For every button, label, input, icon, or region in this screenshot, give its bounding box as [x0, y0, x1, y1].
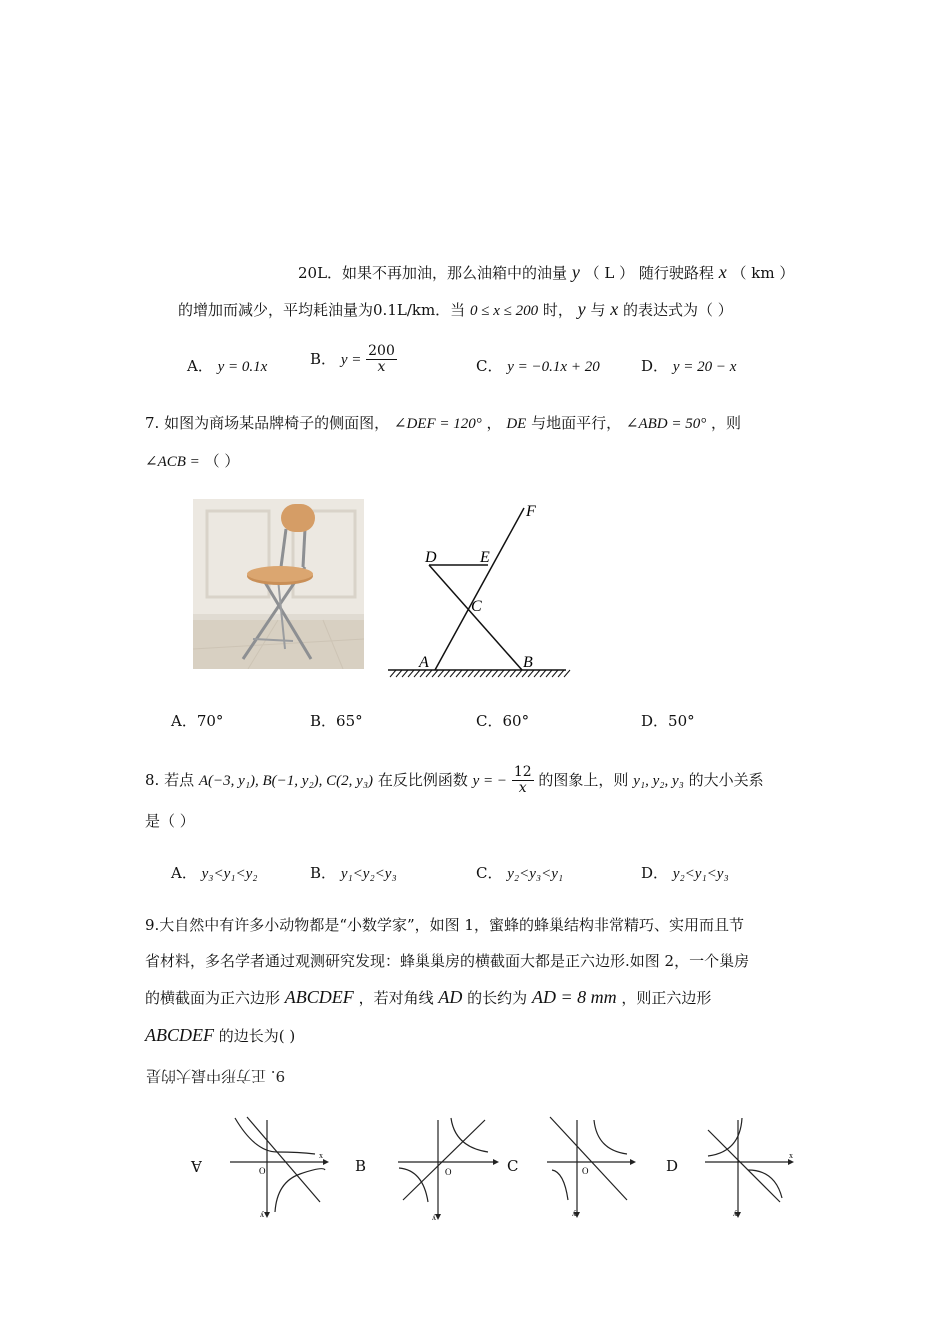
option-label: C． [476, 357, 503, 375]
segment-af [435, 508, 524, 670]
q6-text: 与 [590, 301, 606, 319]
axis-x-label: x [319, 1151, 323, 1160]
axis-y-label: y [572, 1210, 576, 1219]
graph-d [700, 1112, 800, 1222]
q8-function-lhs: y = − [472, 772, 508, 789]
q7-angle-def: ∠DEF = 120° [393, 416, 482, 432]
option-label: A． [171, 864, 197, 882]
graph-a [225, 1112, 330, 1222]
hatch-mark [516, 670, 522, 677]
option-text: y₂<y₃<y₁ [507, 866, 564, 882]
hatch-mark [390, 670, 396, 677]
q7-angle-abd: ∠ABD = 50° [625, 416, 707, 432]
hatch-mark [396, 670, 402, 677]
q6-text: 20L．如果不再加油，那么油箱中的油量 [298, 264, 568, 282]
q8-text: 的图象上，则 [538, 770, 629, 789]
option-label: C． [476, 864, 503, 882]
q8-option-b [310, 862, 397, 883]
label-d: D [425, 549, 437, 566]
q9-ad-length: AD = 8 mm [531, 987, 617, 1007]
option-label: B． [310, 349, 337, 368]
q7-option-d: D．50° [641, 712, 695, 730]
q8-line-1 [145, 765, 764, 797]
hatch-mark [456, 670, 462, 677]
q8-text: 在反比例函数 [377, 770, 468, 789]
hatch-mark [426, 670, 432, 677]
graph-c [542, 1112, 642, 1222]
fraction-numerator: 12 [513, 764, 532, 780]
origin-label: O [582, 1166, 589, 1176]
hatch-mark [564, 670, 570, 677]
q8-vars: y₁, y₂, y₃ [633, 772, 684, 789]
fraction [366, 344, 397, 376]
q7-segment-de: DE [506, 416, 527, 432]
q7-geometry-figure [380, 498, 580, 683]
q9-text: ，则正六边形 [621, 989, 712, 1007]
q6-text: 时， [542, 301, 573, 319]
q7-text: 与地面平行， [531, 414, 622, 432]
q9-line-4 [145, 1025, 295, 1046]
graph-option-d-label: D [666, 1157, 679, 1175]
fraction-numerator: 200 [368, 343, 395, 359]
q6-range: 0 ≤ x ≤ 200 [469, 303, 539, 319]
chair-photo [193, 499, 364, 669]
q7-line-1 [145, 412, 741, 433]
q9-line-2: 省材料，多名学者通过观测研究发现：蜂巢巢房的横截面大都是正六边形.如图 2，一个巢房 [145, 952, 750, 970]
q6-unit-l: （ L ） [584, 264, 635, 282]
q7-text: （ ） [204, 452, 240, 470]
hatch-mark [504, 670, 510, 677]
option-text: y₂<y₁<y₃ [672, 866, 729, 882]
hatch-mark [432, 670, 438, 677]
hatch-mark [474, 670, 480, 677]
chair-photo-drawing [193, 499, 364, 669]
option-text: y = 0.1x [217, 359, 268, 375]
hatch-mark [480, 670, 486, 677]
hatch-mark [420, 670, 426, 677]
hatch-mark [510, 670, 516, 677]
graph-option-c-label: C [507, 1157, 519, 1175]
q7-option-a: A．70° [171, 712, 224, 730]
q8-line-2: 是（ ） [145, 812, 195, 830]
q7-text: ， [486, 414, 502, 432]
hatch-mark [468, 670, 474, 677]
option-text: y = [340, 351, 362, 368]
q9-text: 的横截面为正六边形 [145, 989, 281, 1007]
q7-text: ，则 [711, 414, 742, 432]
q6-line-1 [298, 262, 794, 283]
hatch-mark [558, 670, 564, 677]
q8-text: 8. 若点 [145, 770, 195, 789]
q6-var-x: x [718, 262, 727, 282]
q8-fraction [512, 765, 534, 797]
q9-text: ，若对角线 [358, 989, 434, 1007]
q7-line-2 [145, 450, 239, 471]
option-text: y₁<y₂<y₃ [340, 866, 397, 882]
q6-option-d [641, 355, 736, 376]
hatch-mark [528, 670, 534, 677]
q8-option-d [641, 862, 729, 883]
hatch-mark [408, 670, 414, 677]
label-e: E [480, 549, 490, 566]
q9-diagonal: AD [438, 987, 463, 1007]
hatch-mark [534, 670, 540, 677]
q6-option-c [476, 355, 600, 376]
option-text: y = 20 − x [672, 359, 737, 375]
option-label: D． [641, 357, 669, 375]
fraction-denominator: x [518, 780, 527, 797]
label-c: C [471, 598, 482, 615]
graph-option-b-label: B [355, 1157, 367, 1175]
q8-text: 的大小关系 [688, 770, 764, 789]
axis-x-label: x [789, 1151, 793, 1160]
q8-option-c [476, 862, 563, 883]
graph-option-a-label: A [191, 1157, 202, 1175]
hatch-mark [552, 670, 558, 677]
q6-var-y: y [571, 262, 580, 282]
option-label: B． [310, 864, 337, 882]
option-label: D． [641, 864, 669, 882]
hatch-mark [540, 670, 546, 677]
q9-line-1: 9.大自然中有许多小动物都是“小数学家”，如图 1，蜜蜂的蜂巢结构非常精巧、实用而且节 [145, 916, 744, 934]
hatch-mark [498, 670, 504, 677]
axis-y-label: y [260, 1211, 264, 1220]
q8-option-a [171, 862, 258, 883]
flipped-header: 9. 正方形中最大的是 [146, 1067, 286, 1085]
q8-points: A(−3, y₁), B(−1, y₂), C(2, y₃) [198, 772, 374, 789]
label-b: B [523, 654, 533, 671]
hatch-mark [486, 670, 492, 677]
q7-text: 7. 如图为商场某品牌椅子的侧面图， [145, 414, 390, 432]
q6-option-a [187, 355, 267, 376]
hatch-mark [438, 670, 444, 677]
q6-var-x: x [610, 299, 619, 319]
hatch-mark [462, 670, 468, 677]
q6-var-y: y [577, 299, 586, 319]
q9-text: 的边长为( ) [218, 1027, 296, 1045]
q7-option-b: B．65° [310, 712, 363, 730]
fraction-denominator: x [377, 359, 386, 376]
q6-text: 的表达式为（ ） [623, 301, 733, 319]
graph-b [393, 1112, 503, 1224]
q6-option-b [310, 344, 397, 376]
q7-angle-acb: ∠ACB = [145, 454, 200, 470]
hatch-mark [402, 670, 408, 677]
q9-line-3 [145, 987, 711, 1008]
hatch-mark [450, 670, 456, 677]
option-text: y = −0.1x + 20 [507, 359, 600, 375]
q6-unit-km: （ km ） [731, 264, 795, 282]
axis-y-label: y [432, 1214, 436, 1223]
q7-option-c: C．60° [476, 712, 530, 730]
option-text: y₃<y₁<y₂ [201, 866, 258, 882]
q9-hexagon-name: ABCDEF [284, 987, 354, 1007]
ground-hatching [390, 670, 570, 677]
option-label: A． [187, 357, 213, 375]
hatch-mark [546, 670, 552, 677]
q9-text: 的长约为 [467, 989, 528, 1007]
hatch-mark [492, 670, 498, 677]
label-a: A [419, 654, 429, 671]
hatch-mark [444, 670, 450, 677]
q6-text: 随行驶路程 [638, 264, 714, 282]
origin-label: O [259, 1166, 266, 1176]
q6-line-2 [178, 299, 733, 320]
hatch-mark [522, 670, 528, 677]
hatch-mark [414, 670, 420, 677]
q6-text: 的增加而减少，平均耗油量为0.1L/km．当 [178, 301, 466, 319]
origin-label: O [445, 1167, 452, 1177]
label-f: F [526, 503, 536, 520]
q9-hexagon-name: ABCDEF [145, 1025, 214, 1045]
axis-y-label: y [733, 1210, 737, 1219]
